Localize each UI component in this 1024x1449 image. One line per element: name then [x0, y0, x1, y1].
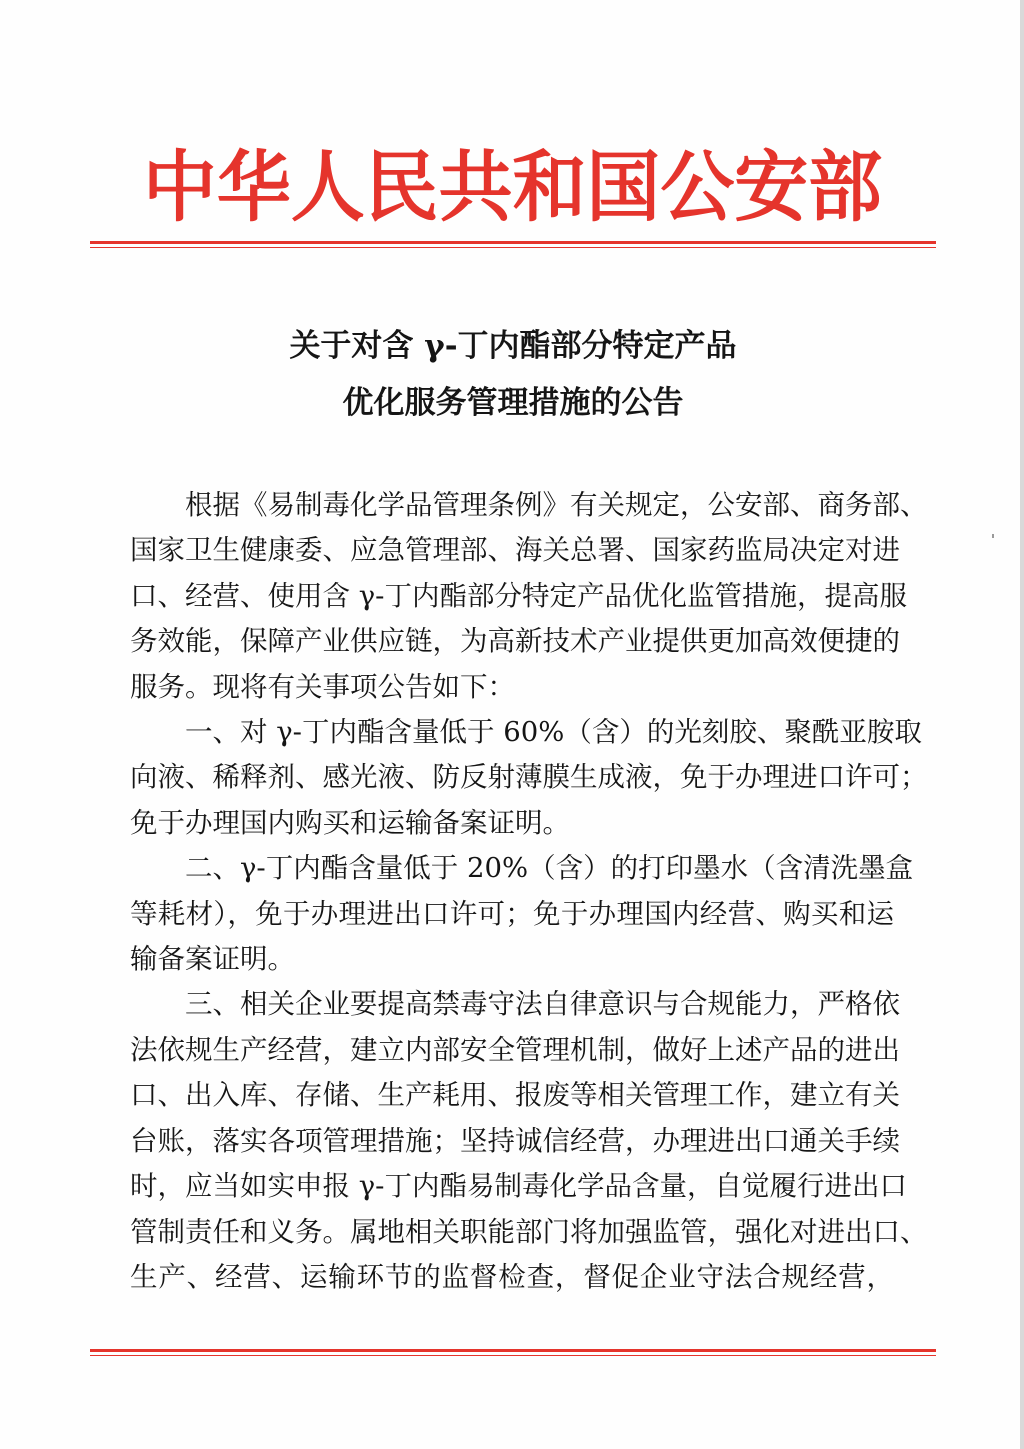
- paragraph-intro: [130, 483, 928, 710]
- body-line: 等耗材），免于办理进出口许可；免于办理国内经营、购买和运: [130, 897, 894, 930]
- body-line: 时，应当如实申报 γ-丁内酯易制毒化学品含量，自觉履行进出口: [130, 1170, 907, 1203]
- body-line: 口、出入库、存储、生产耗用、报废等相关管理工作，建立有关: [130, 1079, 900, 1112]
- body-line: 生产、经营、运输环节的监督检查，督促企业守法合规经营，: [130, 1260, 894, 1293]
- document-title-line-2: 优化服务管理措施的公告: [342, 385, 684, 421]
- rule-thin-line: [90, 247, 936, 248]
- body-line: 台账，落实各项管理措施；坚持诚信经营，办理进出口通关手续: [130, 1124, 900, 1157]
- paragraph-item-1: [130, 710, 928, 846]
- body-line: 服务。现将有关事项公告如下：: [130, 670, 515, 703]
- document-title-line-1: 关于对含 γ-丁内酯部分特定产品: [289, 328, 737, 364]
- body-line: 向液、稀释剂、感光液、防反射薄膜生成液，免于办理进口许可；: [130, 761, 928, 794]
- footer-rule: [90, 1349, 936, 1356]
- scan-speck: [992, 534, 994, 538]
- body-line: 管制责任和义务。属地相关职能部门将加强监管，强化对进出口、: [130, 1215, 928, 1248]
- body-line: 国家卫生健康委、应急管理部、海关总署、国家药监局决定对进: [130, 534, 900, 567]
- body-line: 免于办理国内购买和运输备案证明。: [130, 806, 570, 839]
- paragraph-item-2: [130, 846, 914, 982]
- body-line: 输备案证明。: [130, 943, 295, 976]
- rule-thin-line: [90, 1355, 936, 1356]
- body-line: 一、对 γ-丁内酯含量低于 60%（含）的光刻胶、聚酰亚胺取: [185, 716, 922, 749]
- paragraph-item-3: [130, 982, 928, 1300]
- masthead-title: 中华人民共和国公安部: [142, 143, 883, 233]
- body-line: 口、经营、使用含 γ-丁内酯部分特定产品优化监管措施，提高服: [130, 579, 907, 612]
- body-line: 二、γ-丁内酯含量低于 20%（含）的打印墨水（含清洗墨盒: [185, 852, 914, 885]
- body-line: 根据《易制毒化学品管理条例》有关规定，公安部、商务部、: [185, 489, 928, 521]
- body-line: 务效能，保障产业供应链，为高新技术产业提供更加高效便捷的: [130, 625, 900, 658]
- body-line: 三、相关企业要提高禁毒守法自律意识与合规能力，严格依: [185, 988, 900, 1021]
- masthead-rule: [90, 241, 936, 248]
- scan-edge: [1020, 0, 1024, 1449]
- body-line: 法依规生产经营，建立内部安全管理机制，做好上述产品的进出: [130, 1033, 900, 1066]
- document-body: [130, 483, 928, 1300]
